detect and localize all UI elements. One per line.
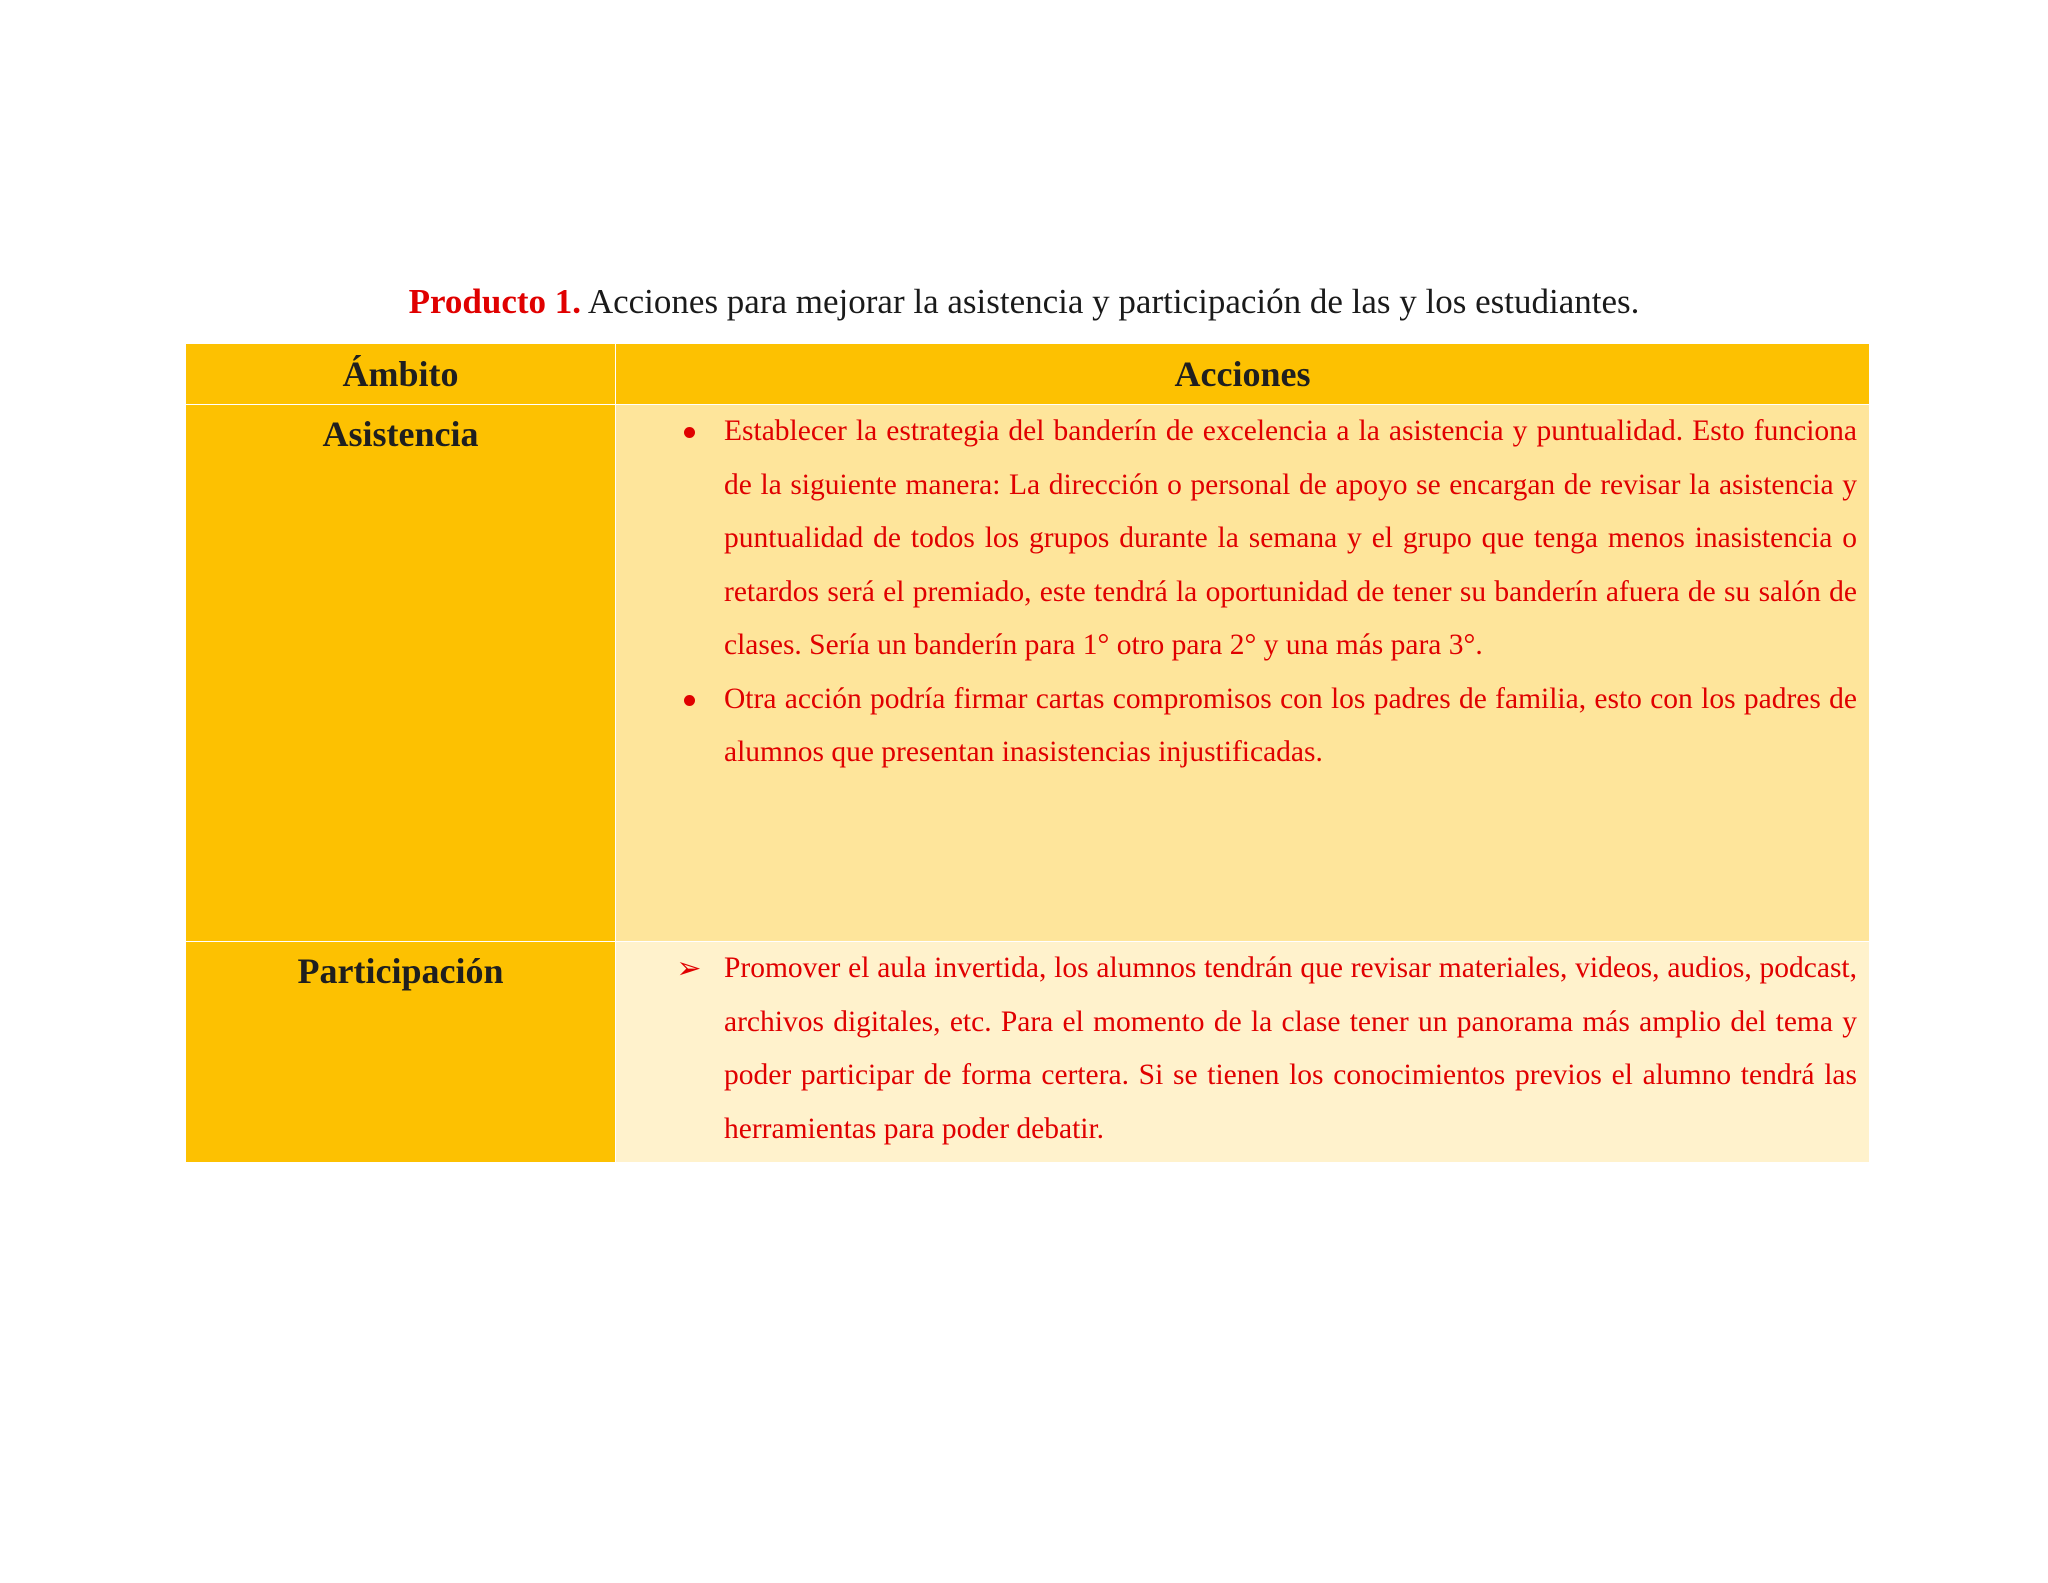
table-row-participacion xyxy=(186,942,1870,1163)
list-item xyxy=(616,673,1857,780)
table-row-asistencia xyxy=(186,405,1870,942)
action-text: Otra acción podría firmar cartas compromisos con los padres de familia, esto con los padres de alumnos que presentan inasistencias injustificadas. xyxy=(724,682,1857,768)
arrow-bullet-icon: ➢ xyxy=(676,952,702,985)
table-caption xyxy=(0,280,2048,324)
actions-list-asistencia xyxy=(616,405,1869,780)
caption-text: Acciones para mejorar la asistencia y participación de las y los estudiantes. xyxy=(581,282,1640,321)
acciones-asistencia xyxy=(616,405,1870,942)
acciones-participacion xyxy=(616,942,1870,1163)
actions-table xyxy=(185,343,1870,1163)
ambito-asistencia: Asistencia xyxy=(186,405,616,942)
actions-list-participacion xyxy=(616,942,1869,1156)
table-header-row xyxy=(186,344,1870,405)
list-item xyxy=(616,942,1857,1156)
header-acciones: Acciones xyxy=(616,344,1870,405)
caption-label: Producto 1. xyxy=(408,282,582,321)
ambito-participacion: Participación xyxy=(186,942,616,1163)
action-text: Promover el aula invertida, los alumnos tendrán que revisar materiales, videos, audios, podcast, archivos digitales, etc. Para el momento de la clase tener un panorama más amplio del tema y poder participar de forma certera. Si se tienen los conocimientos previos el alumno tendrá las herramientas para poder debatir. xyxy=(724,952,1857,1145)
action-text: Establecer la estrategia del banderín de excelencia a la asistencia y puntualidad. Esto funciona de la siguiente manera: La dirección o personal de apoyo se encargan de revisar la asistencia y puntualidad de todos los grupos durante la semana y el grupo que tenga menos inasistencia o retardos será el premiado, este tendrá la oportunidad de tener su banderín afuera de su salón de clases. Sería un banderín para 1° otro para 2° y una más para 3°. xyxy=(724,415,1857,661)
list-item xyxy=(616,405,1857,673)
header-ambito: Ámbito xyxy=(186,344,616,405)
